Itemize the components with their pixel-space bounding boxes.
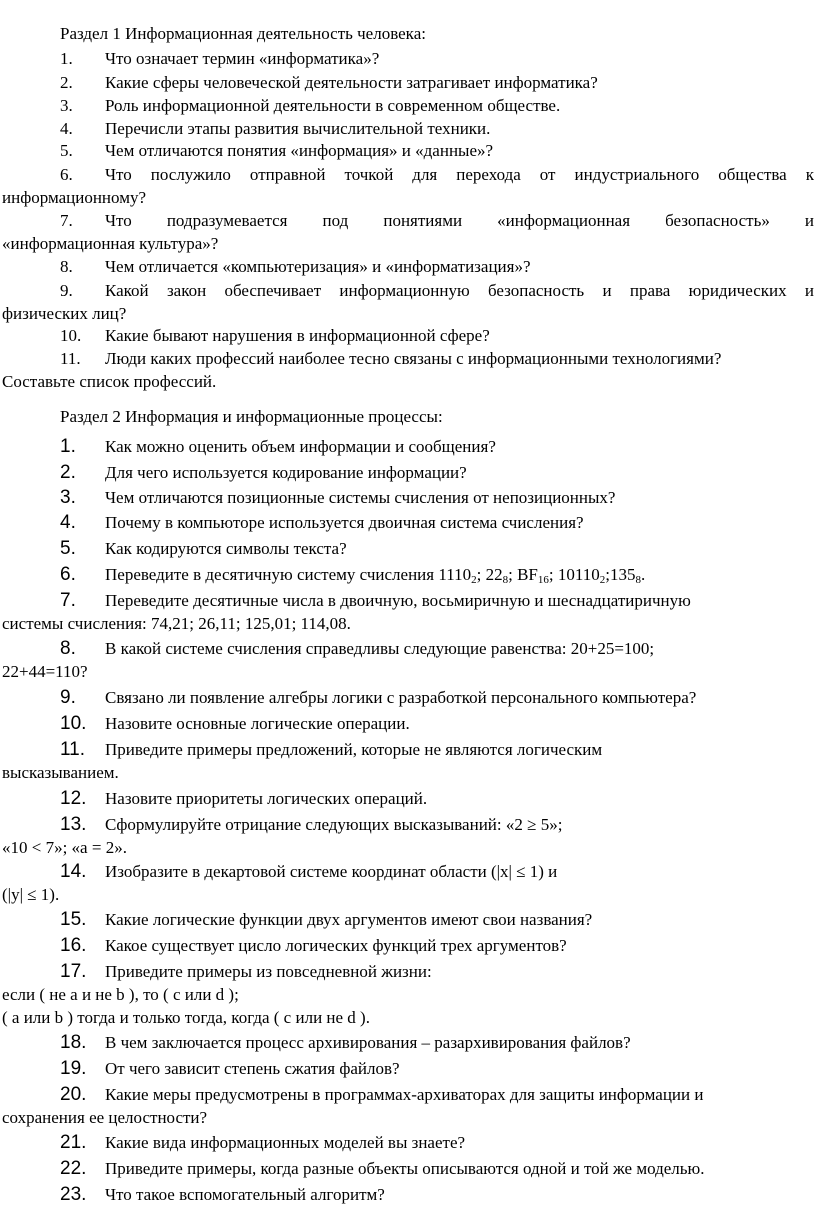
question-number: 3. bbox=[60, 487, 76, 508]
number-separator: ; bbox=[548, 565, 558, 584]
section-2-title: Раздел 2 Информация и информационные процессы: bbox=[60, 407, 443, 426]
number-separator: ; bbox=[508, 565, 518, 584]
question-text-continued: «10 < 7»; «a = 2». bbox=[2, 838, 127, 857]
section-2-question bbox=[2, 1157, 814, 1180]
question-number: 12. bbox=[60, 788, 87, 809]
section-1-question bbox=[2, 94, 814, 117]
question-number: 4. bbox=[60, 512, 76, 533]
section-2-question bbox=[2, 461, 814, 484]
question-text: Сформулируйте отрицание следующих высказываний: «2 ≥ 5»; bbox=[105, 815, 563, 834]
section-2-question bbox=[2, 537, 814, 560]
question-text: Какие меры предусмотрены в программах-архиваторах для защиты информации и bbox=[105, 1085, 704, 1104]
question-text: Какие сферы человеческой деятельности затрагивает информатика? bbox=[105, 73, 598, 92]
question-text: Чем отличается «компьютеризация» и «информатизация»? bbox=[105, 257, 531, 276]
question-number: 2. bbox=[60, 73, 73, 92]
section-2-question bbox=[2, 637, 814, 683]
question-number: 3. bbox=[60, 96, 73, 115]
question-number: 18. bbox=[60, 1032, 87, 1053]
question-number: 10. bbox=[60, 713, 87, 734]
question-text: Приведите примеры из повседневной жизни: bbox=[105, 962, 432, 981]
number-separator: ; bbox=[605, 565, 610, 584]
section-2-question bbox=[2, 1031, 814, 1054]
section-2-question bbox=[2, 563, 814, 586]
question-text: Что подразумевается под понятиями «информационная безопасность» и bbox=[105, 211, 814, 230]
question-text: Приведите примеры, когда разные объекты описываются одной и той же моделью. bbox=[105, 1159, 705, 1178]
number-separator: ; bbox=[476, 565, 486, 584]
question-text: Перечисли этапы развития вычислительной техники. bbox=[105, 119, 491, 138]
section-2-question bbox=[2, 712, 814, 735]
question-number: 6. bbox=[60, 165, 73, 184]
question-number: 14. bbox=[60, 861, 87, 882]
section-1-question bbox=[2, 71, 814, 94]
question-text: Что означает термин «информатика»? bbox=[105, 49, 380, 68]
question-number: 9. bbox=[60, 281, 73, 300]
section-2-question bbox=[2, 1057, 814, 1080]
question-text-continued: если ( не a и не b ), то ( c или d ); bbox=[2, 985, 239, 1004]
number-value: 10110 bbox=[557, 565, 600, 584]
question-text-prefix: Переведите в десятичную систему счисления bbox=[105, 565, 439, 584]
number-base: 2 bbox=[599, 574, 606, 586]
question-text: Назовите основные логические операции. bbox=[105, 714, 410, 733]
section-1-question bbox=[2, 347, 814, 393]
section-1-question bbox=[2, 209, 814, 255]
section-2-question bbox=[2, 686, 814, 709]
question-text-continued: информационному? bbox=[2, 188, 147, 207]
question-text: Что послужило отправной точкой для перехода от индустриального общества к bbox=[105, 165, 814, 184]
question-number: 7. bbox=[60, 211, 73, 230]
question-text: Чем отличаются позиционные системы счисления от непозиционных? bbox=[105, 488, 616, 507]
question-number: 6. bbox=[60, 564, 76, 585]
section-2-question bbox=[2, 738, 814, 784]
question-number: 4. bbox=[60, 119, 73, 138]
section-2-question bbox=[2, 511, 814, 534]
question-text: Какие бывают нарушения в информационной сфере? bbox=[105, 326, 490, 345]
question-number: 20. bbox=[60, 1084, 87, 1105]
question-number: 10. bbox=[60, 326, 82, 345]
question-text: Люди каких профессий наиболее тесно связаны с информационными технологиями? bbox=[105, 349, 722, 368]
section-1-question bbox=[2, 139, 814, 162]
question-text-continued: физических лиц? bbox=[2, 304, 127, 323]
question-number: 22. bbox=[60, 1158, 87, 1179]
question-text: Связано ли появление алгебры логики с разработкой персонального компьютера? bbox=[105, 688, 697, 707]
question-number: 8. bbox=[60, 257, 73, 276]
section-1-question bbox=[2, 163, 814, 209]
number-base: 2 bbox=[471, 574, 477, 586]
section-2-question bbox=[2, 1131, 814, 1154]
question-number: 8. bbox=[60, 638, 76, 659]
number-base: 8 bbox=[635, 574, 641, 586]
number-base: 8 bbox=[502, 574, 509, 586]
question-number: 15. bbox=[60, 909, 87, 930]
question-text: Как можно оценить объем информации и сообщения? bbox=[105, 437, 496, 456]
section-2-question bbox=[2, 1183, 814, 1206]
section-2-question bbox=[2, 908, 814, 931]
section-2-question bbox=[2, 589, 814, 635]
section-2-question bbox=[2, 934, 814, 957]
question-number: 5. bbox=[60, 141, 73, 160]
section-2-question bbox=[2, 435, 814, 458]
question-text: Как кодируются символы текста? bbox=[105, 539, 347, 558]
number-value: 22 bbox=[485, 565, 503, 584]
question-number: 11. bbox=[60, 739, 86, 760]
question-text: Назовите приоритеты логических операций. bbox=[105, 789, 428, 808]
section-1-question bbox=[2, 117, 814, 140]
question-text-continued: системы счисления: 74,21; 26,11; 125,01; 114,08. bbox=[2, 614, 351, 633]
section-1-question bbox=[2, 279, 814, 325]
number-value: 1110 bbox=[438, 565, 472, 584]
question-text: Роль информационной деятельности в современном обществе. bbox=[105, 96, 561, 115]
question-number: 11. bbox=[60, 349, 81, 368]
section-2-question bbox=[2, 860, 814, 906]
question-text-continued: «информационная культура»? bbox=[2, 234, 219, 253]
question-text: Для чего используется кодирование информации? bbox=[105, 463, 467, 482]
question-text: В какой системе счисления справедливы следующие равенства: 20+25=100; bbox=[105, 639, 655, 658]
question-text: Что такое вспомогательный алгоритм? bbox=[105, 1185, 385, 1204]
number-base: 16 bbox=[537, 574, 549, 586]
section-1-title: Раздел 1 Информационная деятельность человека: bbox=[60, 24, 426, 43]
question-number: 7. bbox=[60, 590, 76, 611]
question-text-continued: высказыванием. bbox=[2, 763, 119, 782]
section-2-question bbox=[2, 813, 814, 859]
section-1-question bbox=[2, 47, 814, 70]
question-text: Какой закон обеспечивает информационную безопасность и права юридических и bbox=[105, 281, 814, 300]
section-2-question bbox=[2, 787, 814, 810]
question-text-continued: 22+44=110? bbox=[2, 662, 88, 681]
question-number: 21. bbox=[60, 1132, 87, 1153]
section-2-question bbox=[2, 960, 814, 1029]
question-text: Приведите примеры предложений, которые не являются логическим bbox=[105, 740, 603, 759]
question-text: Какие вида информационных моделей вы знаете? bbox=[105, 1133, 466, 1152]
number-value: BF bbox=[517, 565, 538, 584]
question-number: 5. bbox=[60, 538, 76, 559]
question-number: 2. bbox=[60, 462, 76, 483]
question-text-continued: Составьте список профессий. bbox=[2, 372, 217, 391]
question-text-continued: ( a или b ) тогда и только тогда, когда ( c или не d ). bbox=[2, 1008, 370, 1027]
question-number: 16. bbox=[60, 935, 87, 956]
question-text bbox=[105, 563, 645, 586]
section-2-question bbox=[2, 486, 814, 509]
question-text: Чем отличаются понятия «информация» и «данные»? bbox=[105, 141, 494, 160]
number-value: 135 bbox=[609, 565, 636, 584]
section-1-question bbox=[2, 255, 814, 278]
question-text-continued: (|y| ≤ 1). bbox=[2, 885, 60, 904]
question-number: 1. bbox=[60, 49, 73, 68]
question-number: 19. bbox=[60, 1058, 87, 1079]
question-text: В чем заключается процесс архивирования – разархивирования файлов? bbox=[105, 1033, 631, 1052]
question-number: 1. bbox=[60, 436, 76, 457]
question-text: Почему в компьюторе используется двоичная система счисления? bbox=[105, 513, 584, 532]
question-text: Изобразите в декартовой системе координат области (|x| ≤ 1) и bbox=[105, 862, 558, 881]
question-number: 9. bbox=[60, 687, 76, 708]
question-text: Переведите десятичные числа в двоичную, восьмиричную и шеснадцатиричную bbox=[105, 591, 691, 610]
number-separator: . bbox=[640, 565, 646, 584]
question-text: Какие логические функции двух аргументов имеют свои названия? bbox=[105, 910, 593, 929]
section-1-question bbox=[2, 324, 814, 347]
question-number: 17. bbox=[60, 961, 87, 982]
section-2-question bbox=[2, 1083, 814, 1129]
question-number: 13. bbox=[60, 814, 87, 835]
question-text-continued: сохранения ее целостности? bbox=[2, 1108, 208, 1127]
question-text: Какое существует цисло логических функций трех аргументов? bbox=[105, 936, 567, 955]
question-number: 23. bbox=[60, 1184, 87, 1205]
question-text: От чего зависит степень сжатия файлов? bbox=[105, 1059, 400, 1078]
